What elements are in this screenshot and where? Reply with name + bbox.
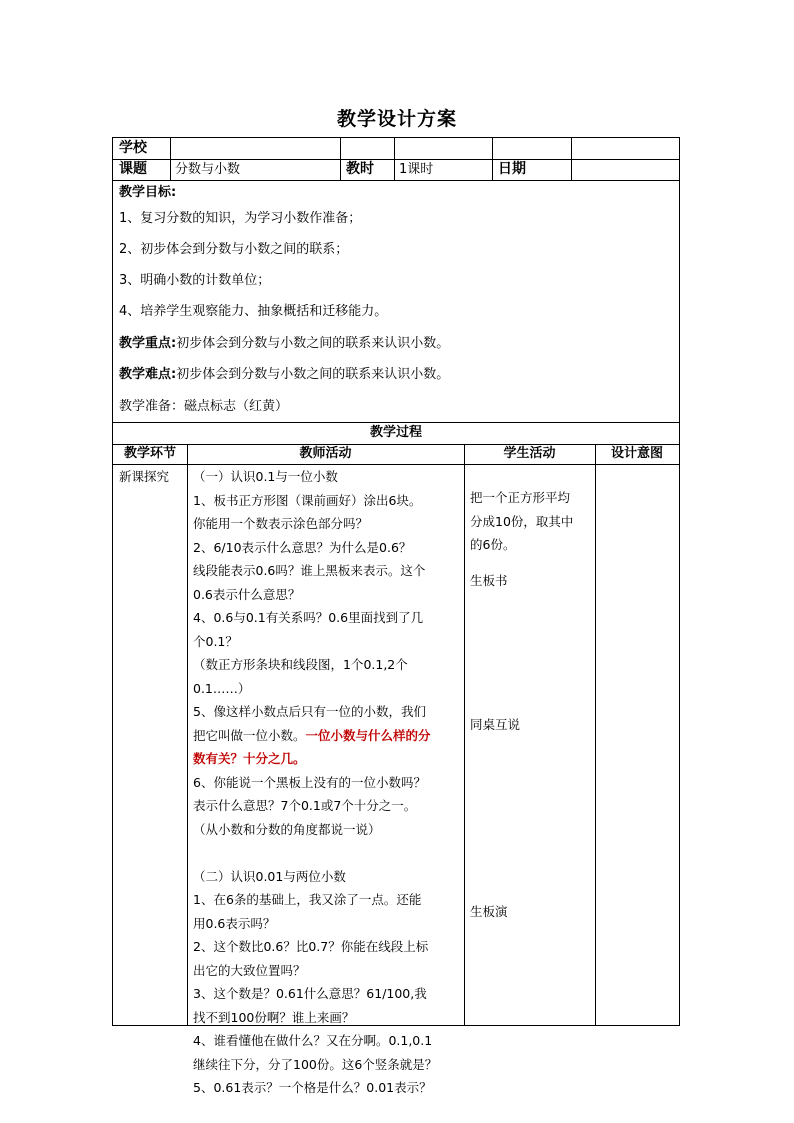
teacher-line: 2、这个数比0.6？比0.7？你能在线段上标: [193, 939, 429, 954]
key-point-label: 教学重点:: [119, 336, 177, 351]
col-divider: [492, 138, 493, 180]
difficulty-label: 教学难点:: [119, 367, 177, 382]
key-point-text: 初步体会到分数与小数之间的联系来认识小数。: [176, 336, 450, 351]
teacher-line: 线段能表示0.6吗？谁上黑板来表示。这个: [193, 563, 426, 578]
teacher-line: 找不到100份啊？谁上来画？: [193, 1009, 355, 1025]
topic-value: 分数与小数: [175, 162, 241, 177]
difficulty-text: 初步体会到分数与小数之间的联系来认识小数。: [176, 367, 450, 382]
difficulty: [119, 367, 449, 383]
teacher-line: （一）认识0.1与一位小数: [193, 469, 338, 484]
teacher-line: 5、像这样小数点后只有一位的小数，我们: [193, 704, 426, 719]
teacher-line: 继续往下分，分了100份。这6个竖条就是？: [193, 1056, 438, 1072]
process-title: 教学过程: [369, 425, 422, 440]
col-header-intent: 设计意图: [610, 446, 663, 461]
teacher-line: 4、0.6与0.1有关系吗？0.6里面找到了几: [193, 610, 424, 625]
highlight-text: 数有关？十分之几。: [193, 751, 306, 766]
topic-label: 课题: [119, 161, 147, 177]
teacher-line: 4、谁看懂他在做什么？又在分啊。0.1,0.1: [193, 1033, 433, 1048]
teacher-line: 1、板书正方形图（课前画好）涂出6块。: [193, 492, 422, 508]
student-line: 生板演: [470, 904, 508, 919]
teacher-text: 把它叫做一位小数。: [193, 727, 306, 743]
teacher-line: 你能用一个数表示涂色部分吗？: [193, 516, 369, 531]
student-line: 把一个正方形平均: [470, 490, 571, 505]
teacher-line-mixed: [193, 724, 437, 748]
school-label: 学校: [119, 140, 147, 156]
blank-line: [193, 841, 437, 865]
col-divider: [340, 138, 341, 180]
row-divider: [113, 422, 679, 423]
teacher-line: （数正方形条块和线段图，1个0.1,2个: [193, 657, 408, 672]
col-divider: [394, 138, 395, 180]
row-divider: [113, 180, 679, 181]
teacher-line: 出它的大致位置吗？: [193, 962, 306, 978]
teacher-line: 0.1……）: [193, 680, 251, 696]
col-divider: [595, 444, 596, 1026]
period-value: 1课时: [399, 162, 434, 177]
teacher-line: 表示什么意思？7个0.1或7个十分之一。: [193, 798, 417, 813]
teacher-line: （二）认识0.01与两位小数: [193, 868, 346, 884]
teaching-prep: 教学准备：磁点标志（红黄）: [119, 399, 289, 414]
student-line: 生板书: [470, 573, 508, 588]
col-divider: [170, 138, 171, 180]
teacher-line: （从小数和分数的角度都说一说）: [193, 821, 381, 837]
teacher-line: 个0.1？: [193, 633, 238, 649]
goal-item: 4、培养学生观察能力、抽象概括和迁移能力。: [119, 304, 388, 319]
col-divider: [571, 138, 572, 180]
col-header-stage: 教学环节: [123, 446, 176, 461]
teacher-line: 1、在6条的基础上，我又涂了一点。还能: [193, 892, 422, 907]
date-label: 日期: [498, 161, 526, 177]
teacher-line: 3、这个数是？0.61什么意思？61/100,我: [193, 986, 427, 1001]
lesson-plan-table: [112, 137, 680, 1095]
col-divider: [464, 444, 465, 1026]
teacher-line: 5、0.61表示？一个格是什么？0.01表示？: [193, 1080, 432, 1095]
period-label: 教时: [346, 161, 374, 177]
teacher-line: 2、6/10表示什么意思？为什么是0.6？: [193, 539, 412, 555]
teacher-line: 用0.6表示吗？: [193, 915, 276, 931]
goal-item: 3、明确小数的计数单位；: [119, 273, 271, 288]
teacher-line: 0.6表示什么意思？: [193, 586, 301, 602]
goals-label: 教学目标:: [119, 185, 177, 200]
col-header-student: 学生活动: [503, 446, 556, 461]
teacher-line: 6、你能说一个黑板上没有的一位小数吗？: [193, 774, 426, 790]
teacher-activity: [193, 465, 437, 1100]
col-divider: [187, 444, 188, 1026]
student-activity-1: [470, 486, 573, 557]
col-header-teacher: 教师活动: [299, 446, 352, 461]
page-title: 教学设计方案: [336, 108, 457, 130]
highlight-text: 一位小数与什么样的分: [305, 727, 431, 743]
key-point: [119, 336, 449, 352]
goal-item: 1、复习分数的知识，为学习小数作准备；: [119, 211, 362, 226]
goal-item: 2、初步体会到分数与小数之间的联系；: [119, 242, 349, 257]
student-line: 同桌互说: [470, 717, 521, 732]
row-divider: [113, 159, 679, 160]
student-line: 的6份。: [470, 537, 516, 552]
student-line: 分成10份，取其中: [470, 513, 574, 529]
stage-name: 新课探究: [119, 469, 170, 484]
